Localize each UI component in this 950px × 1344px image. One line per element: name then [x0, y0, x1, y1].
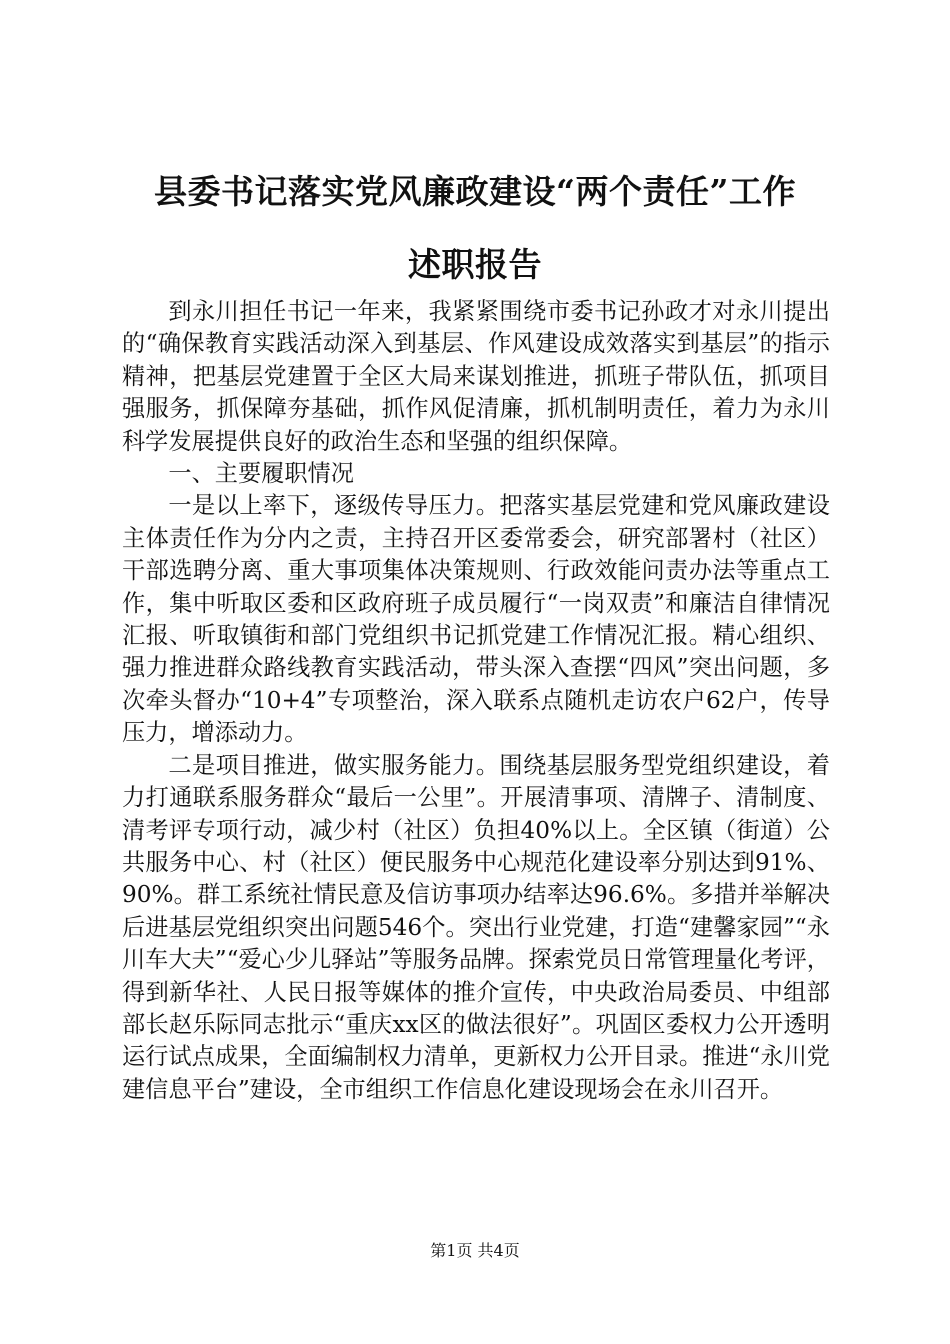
title-line-2: 述职报告: [408, 245, 542, 284]
title-line-1: 县委书记落实党风廉政建设“两个责任”工作: [154, 172, 796, 211]
paragraph-intro: 到永川担任书记一年来，我紧紧围绕市委书记孙政才对永川提出的“确保教育实践活动深入到基层、作风建设成效落实到基层”的指示精神，把基层党建置于全区大局来谋划推进，抓班子带队伍，抓项目强服务，抓保障夯基础，抓作风促清廉，抓机制明责任，着力为永川科学发展提供良好的政治生态和坚强的组织保障。: [122, 298, 830, 455]
paragraph-item-2: 二是项目推进，做实服务能力。围绕基层服务型党组织建设，着力打通联系服务群众“最后一公里”。开展清事项、清牌子、清制度、清考评专项行动，减少村（社区）负担40%以上。全区镇（街道）公共服务中心、村（社区）便民服务中心规范化建设率分别达到91%、90%。群工系统社情民意及信访事项办结率达96.6%。多措并举解决后进基层党组织突出问题546个。突出行业党建，打造“建馨家园”“永川车大夫”“爱心少儿驿站”等服务品牌。探索党员日常管理量化考评，得到新华社、人民日报等媒体的推介宣传，中央政治局委员、中组部部长赵乐际同志批示“重庆xx区的做法很好”。巩固区委权力公开透明运行试点成果，全面编制权力清单，更新权力公开目录。推进“永川党建信息平台”建设，全市组织工作信息化建设现场会在永川召开。: [122, 751, 830, 1103]
document-body: [122, 296, 830, 1106]
document-title: [100, 172, 850, 285]
paragraph-item-1: 一是以上率下，逐级传导压力。把落实基层党建和党风廉政建设主体责任作为分内之责，主持召开区委常委会，研究部署村（社区）干部选聘分离、重大事项集体决策规则、行政效能问责办法等重点工作，集中听取区委和区政府班子成员履行“一岗双责”和廉洁自律情况汇报、听取镇街和部门党组织书记抓党建工作情况汇报。精心组织、强力推进群众路线教育实践活动，带头深入查摆“四风”突出问题，多次牵头督办“10+4”专项整治，深入联系点随机走访农户62户，传导压力，增添动力。: [122, 492, 830, 747]
section-heading: 一、主要履职情况: [168, 460, 354, 488]
page-number-footer: 第1页 共4页: [430, 1241, 520, 1260]
